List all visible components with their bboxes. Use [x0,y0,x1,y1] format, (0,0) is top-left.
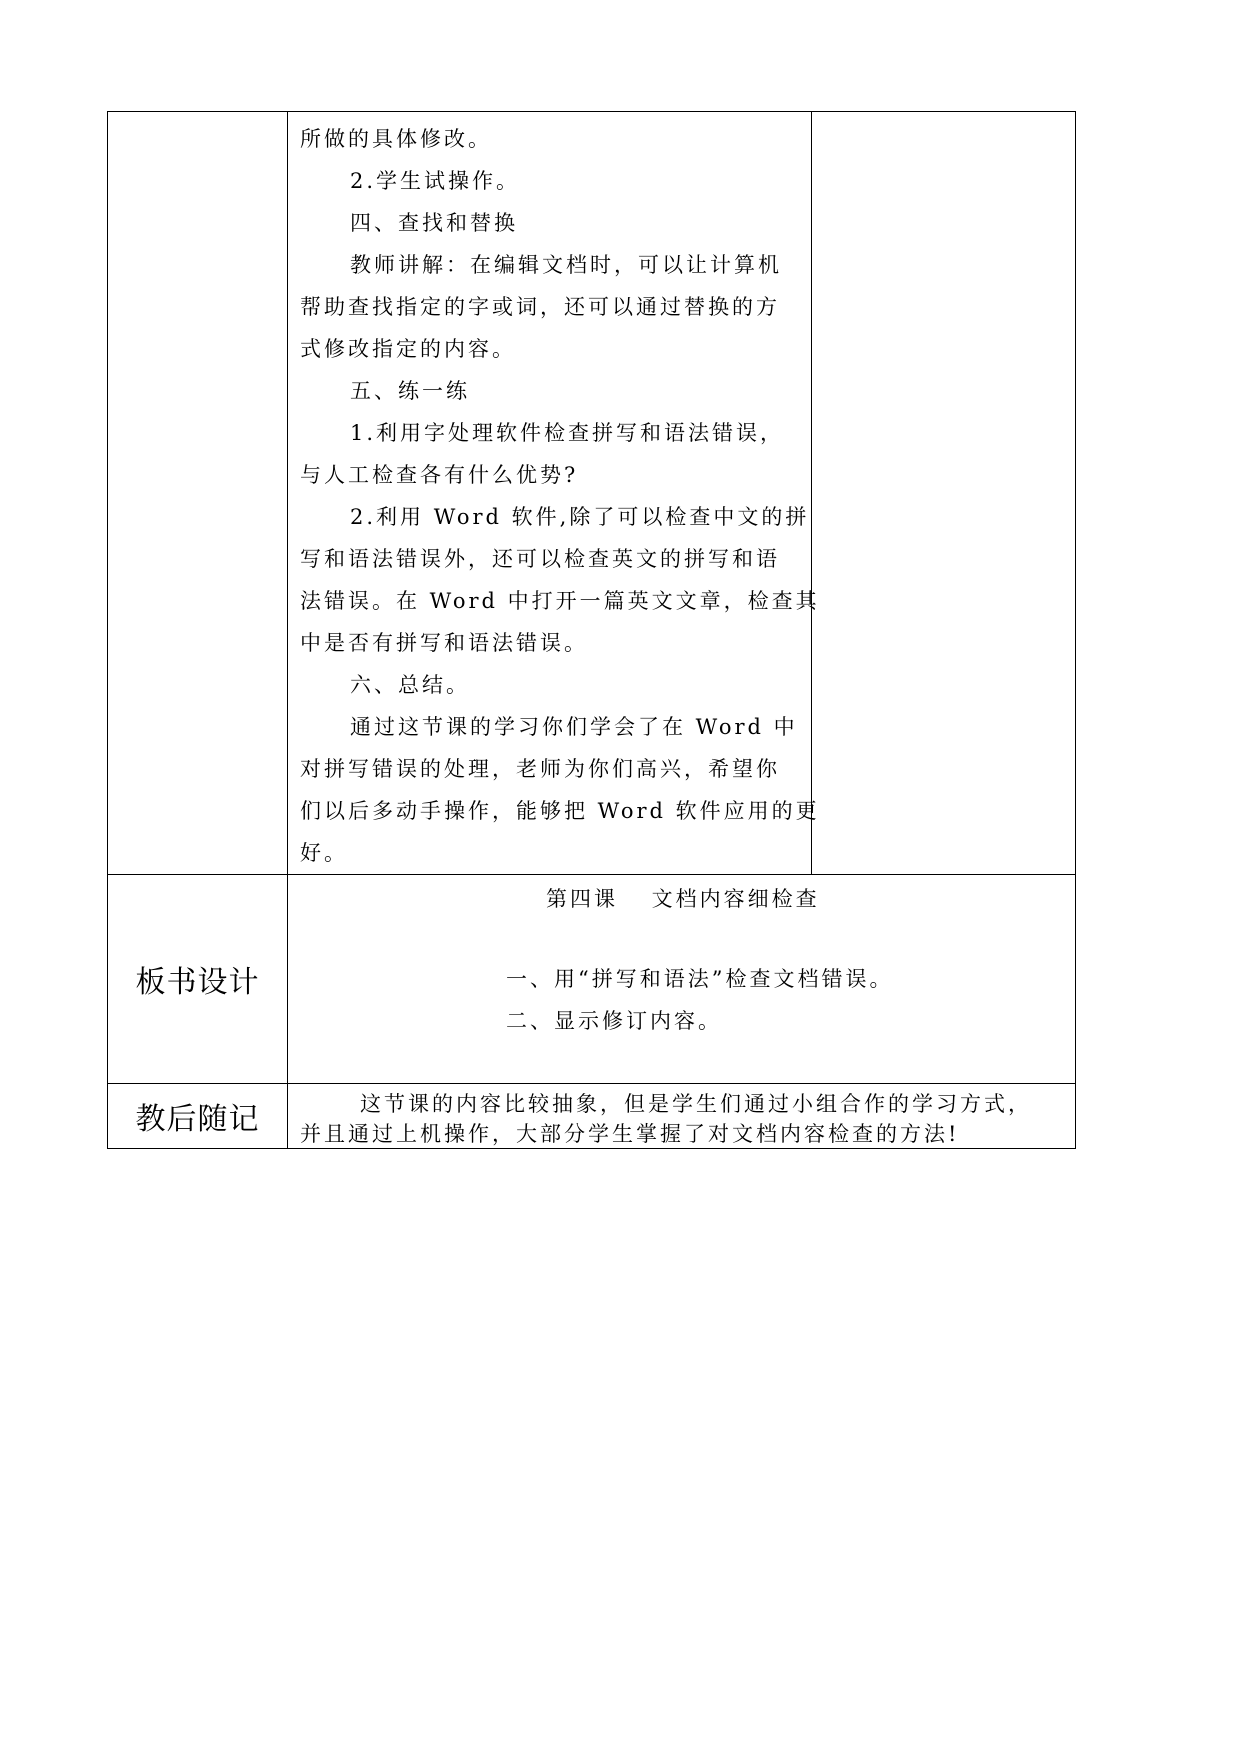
process-line: 五、练一练 [350,379,470,403]
notes-label: 教后随记 [108,1084,288,1149]
process-lines [300,118,820,874]
process-line: 好。 [300,841,348,865]
lesson-plan-table [107,111,1076,1149]
process-line: 们以后多动手操作，能够把 Word 软件应用的更 [300,799,820,823]
process-line: 中是否有拼写和语法错误。 [300,631,588,655]
process-label-cell [108,112,288,875]
process-line: 2.学生试操作。 [350,169,521,193]
process-line: 六、总结。 [350,673,470,697]
process-line: 帮助查找指定的字或词，还可以通过替换的方 [300,295,780,319]
board-item-1: 一、用“拼写和语法”检查文档错误。 [506,967,894,991]
process-line: 四、查找和替换 [350,211,518,235]
board-content-cell [288,875,1076,1084]
board-item-2: 二、显示修订内容。 [506,1009,722,1033]
process-line: 1.利用字处理软件检查拼写和语法错误， [350,421,785,445]
notes-content-cell [288,1084,1076,1149]
process-line: 2.利用 Word 软件,除了可以检查中文的拼 [350,505,810,529]
process-line: 对拼写错误的处理，老师为你们高兴，希望你 [300,757,780,781]
process-row [108,112,1076,875]
process-line: 法错误。在 Word 中打开一篇英文文章，检查其 [300,589,820,613]
board-label: 板书设计 [108,875,288,1084]
process-content-cell [288,112,820,875]
board-row [108,875,1076,1084]
notes-row [108,1084,1076,1149]
board-title: 第四课 文档内容细检查 [546,887,820,911]
process-line: 所做的具体修改。 [300,127,492,151]
process-line: 写和语法错误外，还可以检查英文的拼写和语 [300,547,780,571]
notes-line-1: 这节课的内容比较抽象，但是学生们通过小组合作的学习方式， [360,1092,1032,1116]
process-line: 式修改指定的内容。 [300,337,516,361]
process-notes-cell [812,112,1076,875]
process-line: 通过这节课的学习你们学会了在 Word 中 [350,715,798,739]
process-line: 与人工检查各有什么优势? [300,463,579,487]
process-line: 教师讲解：在编辑文档时，可以让计算机 [350,253,782,277]
notes-line-2: 并且通过上机操作，大部分学生掌握了对文档内容检查的方法! [300,1122,960,1146]
